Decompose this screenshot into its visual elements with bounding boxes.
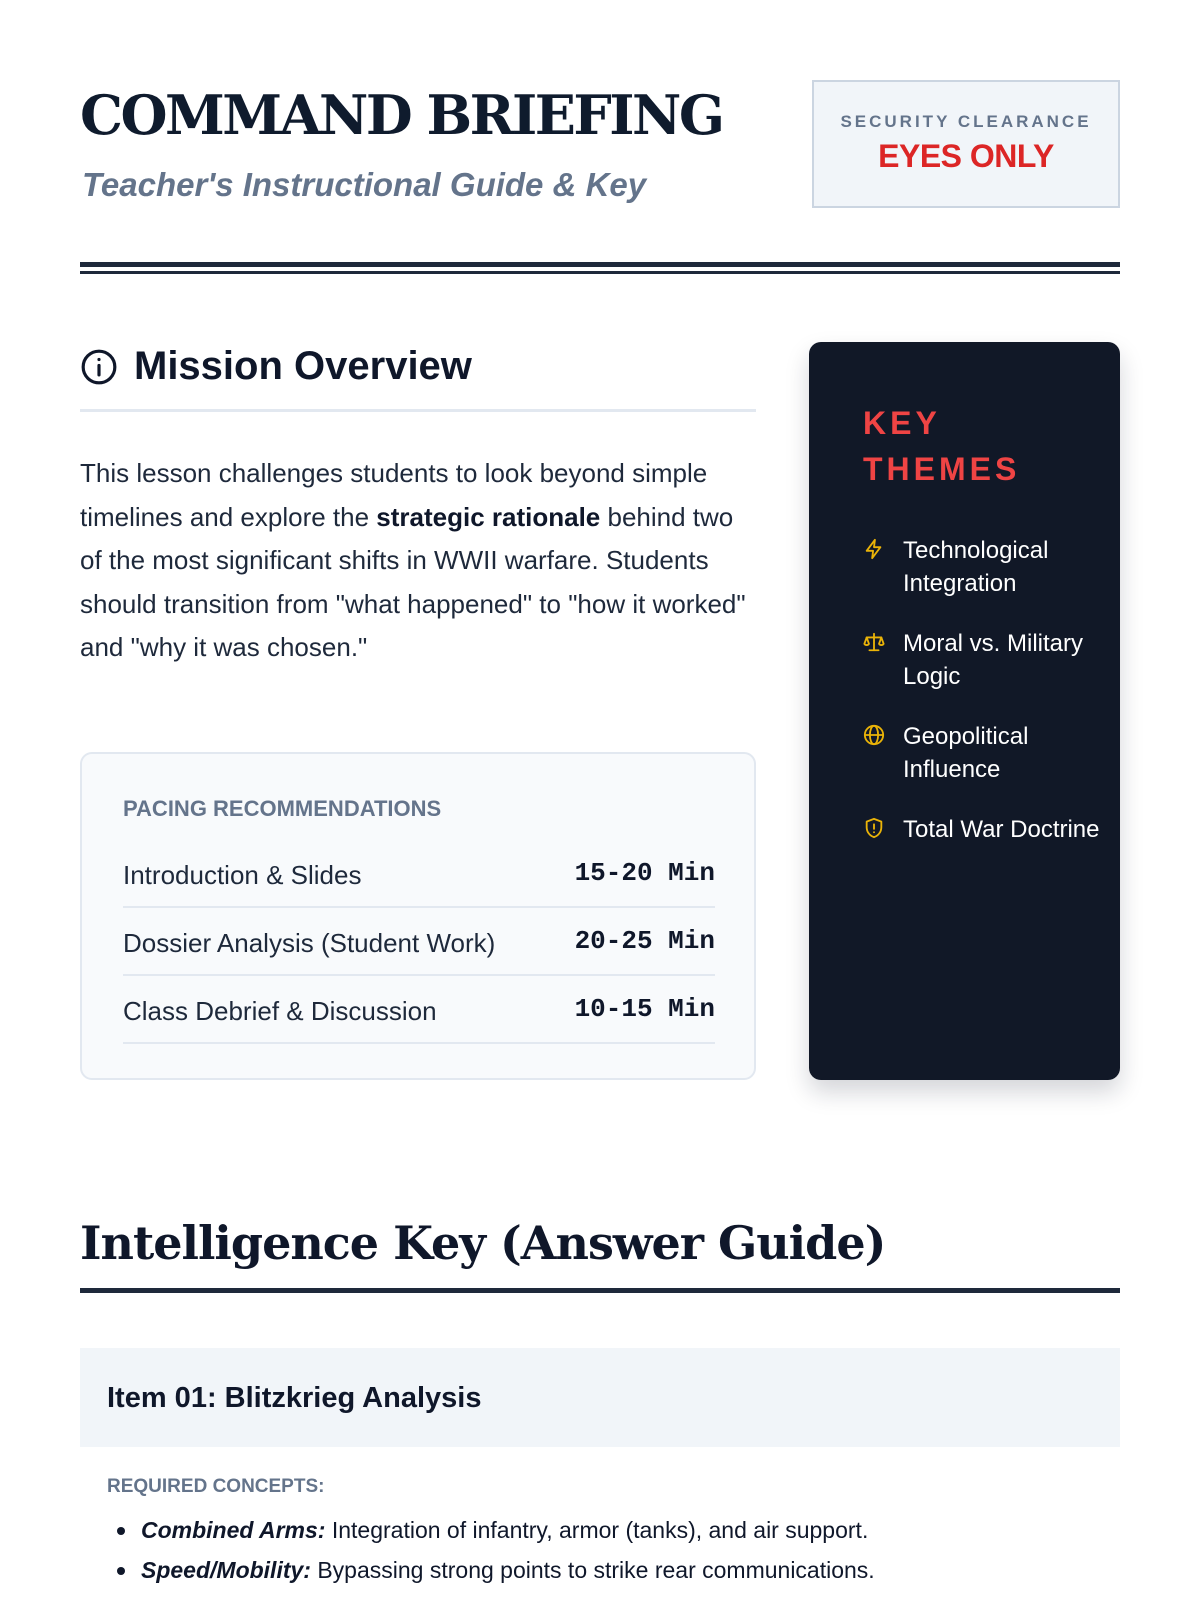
theme-label: Total War Doctrine [903, 816, 1100, 843]
item-header [80, 1348, 1120, 1447]
theme-label: Moral vs. Military Logic [903, 630, 1084, 690]
mission-overview-section [80, 340, 756, 1026]
pacing-row-time: 10-15 Min [574, 994, 715, 1024]
list-item [107, 1510, 1107, 1550]
pacing-row-label: Dossier Analysis (Student Work) [123, 928, 496, 958]
pacing-row [123, 840, 715, 908]
document-header [80, 80, 1120, 210]
concept-term: Speed/Mobility: [141, 1557, 311, 1583]
theme-item [863, 720, 1103, 800]
theme-label: Technological Integration [903, 537, 1049, 597]
pacing-row [123, 976, 715, 1044]
mission-title: Mission Overview [134, 344, 472, 388]
concept-term: Combined Arms: [141, 1517, 326, 1543]
required-concepts-label: REQUIRED CONCEPTS: [107, 1476, 325, 1497]
info-icon [80, 348, 118, 386]
pacing-row-label: Class Debrief & Discussion [123, 996, 437, 1026]
globe-icon [863, 724, 885, 746]
briefing-page [80, 0, 1120, 1600]
document-title: COMMAND BRIEFING [80, 83, 723, 147]
concept-text: Integration of infantry, armor (tanks), and air support. [325, 1517, 869, 1543]
list-item [107, 1550, 1107, 1590]
mission-heading [80, 340, 756, 412]
concepts-list [107, 1510, 1107, 1590]
theme-label: Geopolitical Influence [903, 723, 1029, 783]
pacing-row-label: Introduction & Slides [123, 860, 362, 890]
mission-description: This lesson challenges students to look beyond simple timelines and explore the strategic rationale behind two of the most significant shifts in WWII warfare. Students should transition from "what happened" to "how it worked" and "why it was chosen." [80, 458, 746, 662]
theme-item [863, 813, 1103, 893]
security-clearance-box [812, 80, 1120, 208]
scale-icon [863, 631, 885, 653]
clearance-value: EYES ONLY [878, 138, 1054, 174]
intelligence-divider [80, 1288, 1120, 1293]
pacing-row [123, 908, 715, 976]
concept-text: Bypassing strong points to strike rear communications. [310, 1557, 875, 1583]
key-themes-title: KEY THEMES [863, 405, 1021, 487]
theme-item [863, 534, 1103, 614]
clearance-label: SECURITY CLEARANCE [840, 112, 1092, 131]
pacing-row-time: 20-25 Min [574, 926, 715, 956]
shield-alert-icon [863, 817, 885, 839]
header-divider [80, 262, 1120, 276]
intelligence-key-title: Intelligence Key (Answer Guide) [80, 1216, 886, 1270]
pacing-card [80, 752, 756, 1080]
document-subtitle: Teacher's Instructional Guide & Key [82, 166, 647, 203]
emphasis-strategic-rationale: strategic rationale [376, 501, 601, 532]
pacing-row-time: 15-20 Min [574, 858, 715, 888]
key-themes-panel [809, 342, 1120, 1080]
pacing-title: PACING RECOMMENDATIONS [123, 796, 442, 821]
theme-item [863, 627, 1103, 707]
lightning-icon [863, 538, 885, 560]
item-title: Item 01: Blitzkrieg Analysis [107, 1382, 482, 1414]
